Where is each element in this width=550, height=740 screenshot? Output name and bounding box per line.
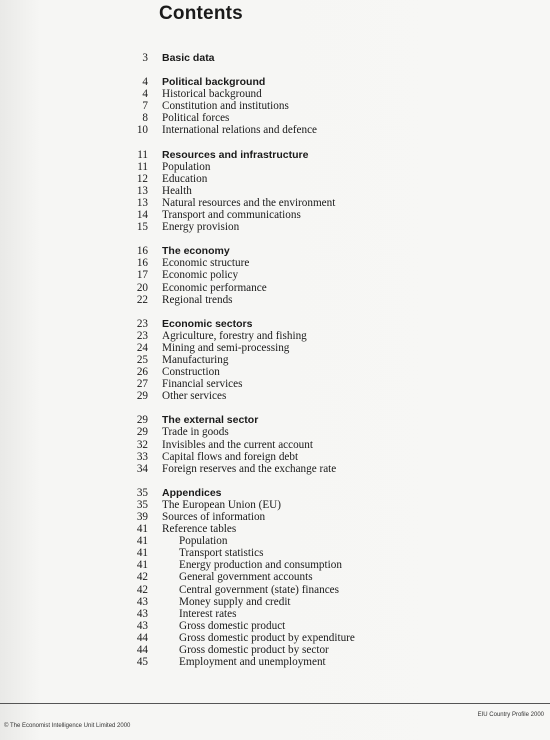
footer-rule <box>0 703 550 704</box>
entry-label: Political forces <box>162 112 230 125</box>
page-number: 15 <box>136 221 148 234</box>
page-number: 20 <box>136 281 148 294</box>
entry-label: Natural resources and the environment <box>162 196 336 209</box>
toc-entry <box>0 463 550 475</box>
entry-label: Invisibles and the current account <box>162 438 313 451</box>
page-number: 43 <box>136 607 148 620</box>
entry-label: Economic policy <box>162 269 239 282</box>
toc-entry <box>0 209 550 221</box>
toc-subentry <box>0 656 550 668</box>
entry-label: Foreign reserves and the exchange rate <box>162 462 337 475</box>
toc-entry <box>0 173 550 185</box>
toc-entry <box>0 439 550 451</box>
page-number: 42 <box>136 583 148 596</box>
toc-entry <box>0 88 550 100</box>
toc-entry <box>0 100 550 112</box>
page-number: 35 <box>136 498 148 511</box>
toc-entry <box>0 366 550 378</box>
toc-entry <box>0 523 550 535</box>
page-number: 7 <box>142 100 148 113</box>
entry-label: Employment and unemployment <box>179 656 326 669</box>
entry-label: The external sector <box>162 414 259 427</box>
page-number: 32 <box>136 438 148 451</box>
page-number: 42 <box>136 571 148 584</box>
page-number: 12 <box>136 172 148 185</box>
toc-subentry <box>0 644 550 656</box>
toc-entry <box>0 197 550 209</box>
page-title: Contents <box>159 3 243 24</box>
page-number: 45 <box>136 656 148 669</box>
entry-label: Historical background <box>162 88 262 101</box>
toc-entry <box>0 378 550 390</box>
entry-label: Interest rates <box>179 607 237 620</box>
entry-label: Reference tables <box>162 523 237 536</box>
toc-entry <box>0 451 550 463</box>
page-number: 16 <box>136 245 148 258</box>
entry-label: Regional trends <box>162 293 233 306</box>
toc-entry <box>0 161 550 173</box>
toc-subentry <box>0 547 550 559</box>
entry-label: Constitution and institutions <box>162 100 289 113</box>
toc-subentry <box>0 608 550 620</box>
toc-section-heading <box>0 245 550 257</box>
toc-entry <box>0 269 550 281</box>
entry-label: Manufacturing <box>162 353 229 366</box>
page-number: 8 <box>142 112 148 125</box>
toc-section <box>0 487 550 668</box>
page-number: 44 <box>136 644 148 657</box>
toc-entry <box>0 112 550 124</box>
entry-label: Other services <box>162 390 227 403</box>
entry-label: Resources and infrastructure <box>162 148 309 161</box>
entry-label: Economic structure <box>162 257 250 270</box>
toc-section-heading <box>0 149 550 161</box>
toc-section <box>0 76 550 136</box>
toc-section-heading <box>0 414 550 426</box>
page-number: 22 <box>136 293 148 306</box>
page-number: 43 <box>136 619 148 632</box>
page-number: 24 <box>136 341 148 354</box>
page-number: 29 <box>136 414 148 427</box>
page-number: 14 <box>136 209 148 222</box>
toc-entry <box>0 426 550 438</box>
entry-label: General government accounts <box>179 571 313 584</box>
entry-label: Mining and semi-processing <box>162 341 290 354</box>
entry-label: Appendices <box>162 486 222 499</box>
toc-entry <box>0 257 550 269</box>
toc-section <box>0 52 550 64</box>
toc-subentry <box>0 571 550 583</box>
publication-footer: EIU Country Profile 2000 <box>477 712 544 718</box>
entry-label: Transport statistics <box>179 547 264 560</box>
toc-entry <box>0 511 550 523</box>
toc-section <box>0 245 550 305</box>
page-number: 23 <box>136 329 148 342</box>
entry-label: Economic sectors <box>162 317 253 330</box>
entry-label: Health <box>162 184 192 197</box>
page-number: 13 <box>136 184 148 197</box>
toc-entry <box>0 294 550 306</box>
toc-entry <box>0 390 550 402</box>
entry-label: Trade in goods <box>162 426 229 439</box>
page-number: 26 <box>136 366 148 379</box>
entry-label: Gross domestic product by expenditure <box>179 631 355 644</box>
entry-label: The European Union (EU) <box>162 498 281 511</box>
entry-label: International relations and defence <box>162 124 317 137</box>
entry-label: Sources of information <box>162 511 266 523</box>
page-number: 29 <box>136 390 148 403</box>
toc-section-heading <box>0 318 550 330</box>
entry-label: Central government (state) finances <box>179 583 339 596</box>
toc-entry <box>0 342 550 354</box>
page-number: 16 <box>136 257 148 270</box>
page-number: 17 <box>136 269 148 282</box>
page-number: 43 <box>136 595 148 608</box>
entry-label: Transport and communications <box>162 209 301 222</box>
toc-section <box>0 414 550 474</box>
entry-label: Agriculture, forestry and fishing <box>162 329 307 342</box>
page-number: 35 <box>136 486 148 499</box>
toc-entry <box>0 282 550 294</box>
entry-label: Population <box>179 535 228 548</box>
table-of-contents <box>0 52 550 680</box>
toc-subentry <box>0 596 550 608</box>
toc-section-heading <box>0 52 550 64</box>
page-number: 29 <box>136 426 148 439</box>
page-number: 25 <box>136 353 148 366</box>
toc-section-heading <box>0 76 550 88</box>
toc-section <box>0 149 550 234</box>
toc-entry <box>0 499 550 511</box>
page-number: 3 <box>142 52 148 64</box>
entry-label: Money supply and credit <box>179 595 291 608</box>
toc-entry <box>0 330 550 342</box>
entry-label: The economy <box>162 245 230 258</box>
entry-label: Education <box>162 172 208 185</box>
page-number: 33 <box>136 450 148 463</box>
page-number: 10 <box>136 124 148 137</box>
page-number: 41 <box>136 523 148 536</box>
toc-subentry <box>0 535 550 547</box>
page-number: 34 <box>136 462 148 475</box>
entry-label: Construction <box>162 366 220 379</box>
toc-entry <box>0 124 550 136</box>
entry-label: Energy production and consumption <box>179 559 342 572</box>
toc-entry <box>0 221 550 233</box>
toc-subentry <box>0 559 550 571</box>
entry-label: Basic data <box>162 52 215 64</box>
toc-section-heading <box>0 487 550 499</box>
entry-label: Financial services <box>162 378 243 391</box>
toc-subentry <box>0 632 550 644</box>
toc-subentry <box>0 620 550 632</box>
toc-section <box>0 318 550 403</box>
toc-entry <box>0 185 550 197</box>
page-number: 13 <box>136 196 148 209</box>
toc-entry <box>0 354 550 366</box>
page-number: 4 <box>142 88 148 101</box>
page-number: 41 <box>136 559 148 572</box>
page-number: 11 <box>137 148 148 161</box>
page-number: 27 <box>136 378 148 391</box>
page-number: 23 <box>136 317 148 330</box>
entry-label: Gross domestic product <box>179 619 286 632</box>
page-number: 41 <box>136 547 148 560</box>
page-number: 11 <box>137 160 148 173</box>
copyright-footer: © The Economist Intelligence Unit Limited 2000 <box>4 723 131 729</box>
entry-label: Population <box>162 160 211 173</box>
entry-label: Energy provision <box>162 221 240 234</box>
page-number: 41 <box>136 535 148 548</box>
toc-subentry <box>0 584 550 596</box>
entry-label: Political background <box>162 76 266 89</box>
entry-label: Gross domestic product by sector <box>179 644 329 657</box>
page-number: 44 <box>136 631 148 644</box>
entry-label: Capital flows and foreign debt <box>162 450 299 463</box>
page-number: 4 <box>142 76 148 89</box>
page-number: 39 <box>136 511 148 523</box>
entry-label: Economic performance <box>162 281 267 294</box>
